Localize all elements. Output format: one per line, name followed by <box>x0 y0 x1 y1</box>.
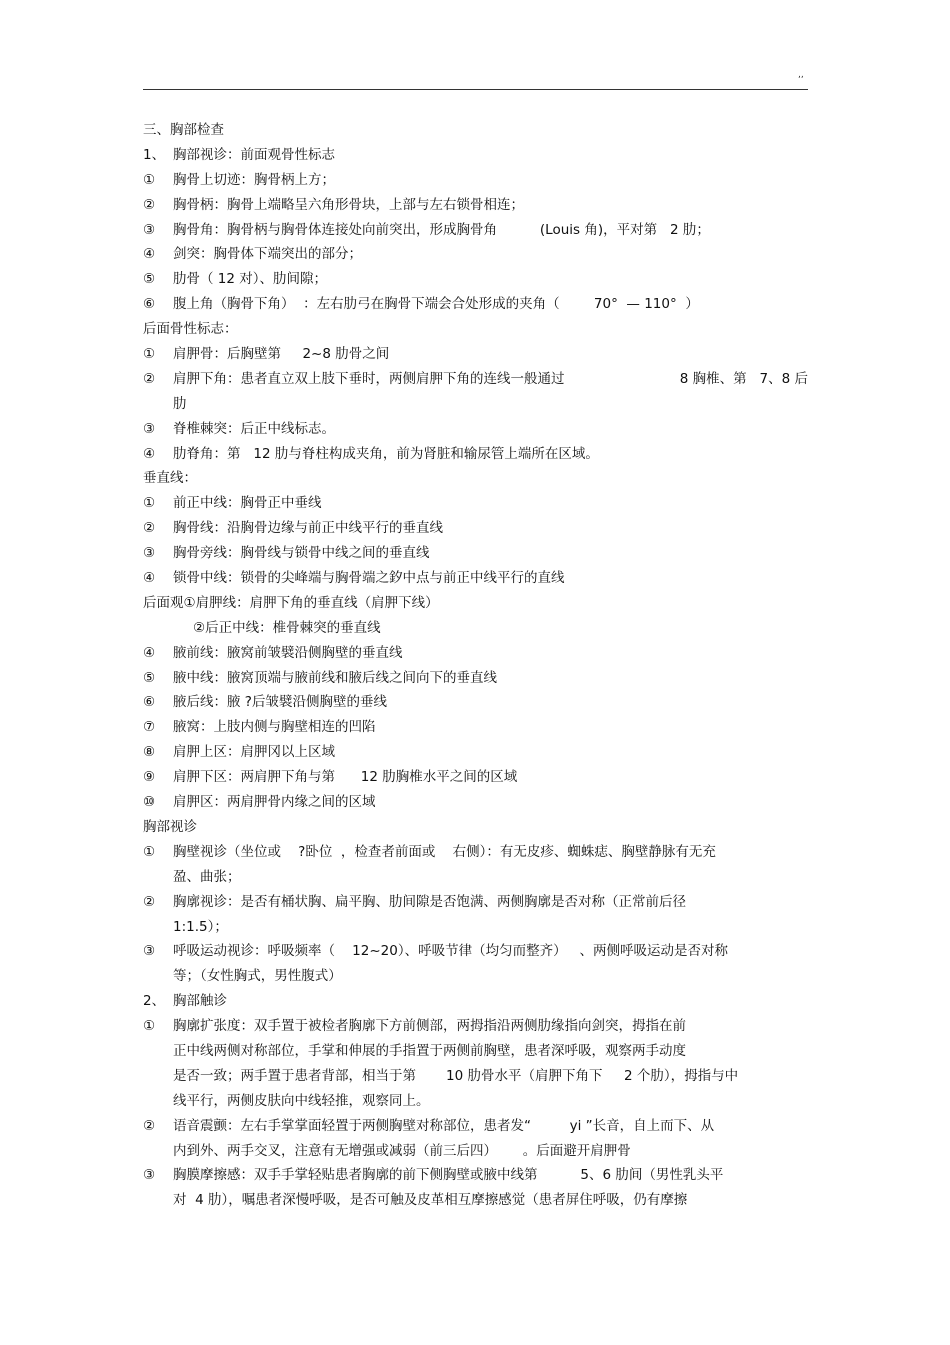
item-continuation: 1:1.5）； <box>173 918 228 935</box>
item-number: ⑤ <box>143 669 156 686</box>
subsection-heading: 胸部视诊 <box>143 818 197 835</box>
list-item <box>143 442 808 467</box>
item-number: ② <box>143 520 156 537</box>
item-continuation: 对 4 肋），嘱患者深慢呼吸，是否可触及皮革相互摩擦感觉（患者屏住呼吸，仍有摩擦 <box>173 1192 688 1209</box>
item-text: 肩胛下区：两肩胛下角与第 12 肋胸椎水平之间的区域 <box>173 769 518 786</box>
item-text: 肩胛区：两肩胛骨内缘之间的区域 <box>173 794 376 811</box>
list-item <box>143 1014 808 1039</box>
item-text: 语音震颤：左右手掌掌面轻置于两侧胸壁对称部位，患者发“ yi ”长音，自上而下、从 <box>173 1117 715 1134</box>
list-item <box>143 715 808 740</box>
header-rule <box>143 89 808 90</box>
item-number: ② <box>143 1117 156 1134</box>
item-number: ② <box>143 893 156 910</box>
list-item <box>143 267 808 292</box>
list-item <box>143 1114 808 1139</box>
item-text: 脊椎棘突：后正中线标志。 <box>173 420 335 437</box>
item-text: 胸膜摩擦感：双手手掌轻贴患者胸廓的前下侧胸壁或腋中线第 5、6 肋间（男性乳头平 <box>173 1167 724 1184</box>
item-number: ④ <box>143 246 156 263</box>
item-text: 胸骨柄：胸骨上端略呈六角形骨块，上部与左右锁骨相连； <box>173 196 524 213</box>
item-text: 肩胛骨：后胸壁第 2~8 肋骨之间 <box>173 346 390 363</box>
item-continuation: 肋 <box>173 395 187 412</box>
list-item <box>143 690 808 715</box>
item-text: 胸廓视诊：是否有桶状胸、扁平胸、肋间隙是否饱满、两侧胸廓是否对称（正常前后径 <box>173 893 686 910</box>
item-number: ③ <box>143 943 156 960</box>
item-text: 肩胛下角：患者直立双上肢下垂时，两侧肩胛下角的连线一般通过 <box>173 370 565 387</box>
list-item <box>143 541 808 566</box>
paragraph-line: ②后正中线：椎骨棘突的垂直线 <box>193 619 381 636</box>
header-mark: ,, <box>798 70 804 80</box>
item-number: ① <box>143 171 156 188</box>
list-item <box>143 516 808 541</box>
item-number: ⑨ <box>143 769 156 786</box>
item-text: 锁骨中线：锁骨的尖峰端与胸骨端之釸中点与前正中线平行的直线 <box>173 570 565 587</box>
item-number: 2、 <box>143 993 166 1010</box>
item-number: ⑤ <box>143 271 156 288</box>
list-item <box>143 765 808 790</box>
list-item <box>143 218 808 243</box>
list-item <box>143 890 808 915</box>
item-text: 肋脊角：第 12 肋与脊柱构成夹角，前为肾脏和输尿管上端所在区域。 <box>173 445 599 462</box>
paragraph-line: 后面观①肩胛线：肩胛下角的垂直线（肩胛下线） <box>143 594 439 611</box>
item-number: ① <box>143 495 156 512</box>
item-number: ④ <box>143 644 156 661</box>
item-text: 呼吸运动视诊：呼吸频率（ 12~20）、呼吸节律（均匀而整齐） 、两侧呼吸运动是否对称 <box>173 943 728 960</box>
list-item <box>143 1163 808 1188</box>
list-item <box>143 566 808 591</box>
item-continuation: 等；（女性胸式，男性腹式） <box>173 968 342 985</box>
item-text: 胸部视诊：前面观骨性标志 <box>173 146 335 163</box>
list-item <box>143 989 808 1014</box>
list-item <box>143 641 808 666</box>
item-continuation: 内到外、两手交叉，注意有无增强或减弱（前三后四） 。后面避开肩胛骨 <box>173 1142 631 1159</box>
list-item <box>143 242 808 267</box>
list-item <box>143 367 808 392</box>
item-text-end: 8 胸椎、第 7、8 后 <box>679 370 808 387</box>
item-text: 腹上角（胸骨下角） ：左右肋弓在胸骨下端会合处形成的夹角（ 70° — 110° ） <box>173 296 699 313</box>
item-text: 前正中线：胸骨正中垂线 <box>173 495 322 512</box>
item-continuation: 线平行，两侧皮肤向中线轻推，观察同上。 <box>173 1092 430 1109</box>
list-item <box>143 292 808 317</box>
list-item <box>143 939 808 964</box>
subsection-heading: 后面骨性标志： <box>143 321 238 338</box>
item-number: ⑥ <box>143 694 156 711</box>
item-number: ① <box>143 1018 156 1035</box>
item-continuation: 盈、曲张； <box>173 868 241 885</box>
item-text: 胸廓扩张度：双手置于被检者胸廓下方前侧部，两拇指沿两侧肋缘指向剑突，拇指在前 <box>173 1018 686 1035</box>
item-number: ④ <box>143 570 156 587</box>
item-text: 腋窝：上肢内侧与胸壁相连的凹陷 <box>173 719 376 736</box>
item-continuation: 是否一致；两手置于患者背部，相当于第 10 肋骨水平（肩胛下角下 2 个肋），拇指与中 <box>173 1067 739 1084</box>
item-text: 胸部触诊 <box>173 993 227 1010</box>
item-text: 胸骨旁线：胸骨线与锁骨中线之间的垂直线 <box>173 545 430 562</box>
item-number: ① <box>143 346 156 363</box>
list-item <box>143 840 808 865</box>
item-number: ④ <box>143 445 156 462</box>
item-text: 肩胛上区：肩胛冈以上区域 <box>173 744 335 761</box>
list-item <box>143 666 808 691</box>
document-body <box>143 118 808 1213</box>
item-text: 肋骨（ 12 对）、肋间隙； <box>173 271 328 288</box>
item-text: 腋中线：腋窝顶端与腋前线和腋后线之间向下的垂直线 <box>173 669 497 686</box>
item-number: ② <box>143 196 156 213</box>
item-continuation: 正中线两侧对称部位，手掌和伸展的手指置于两侧前胸壁，患者深呼吸，观察两手动度 <box>173 1042 686 1059</box>
item-text: 胸骨线：沿胸骨边缘与前正中线平行的垂直线 <box>173 520 443 537</box>
list-item <box>143 342 808 367</box>
item-number: ③ <box>143 420 156 437</box>
list-item <box>143 740 808 765</box>
item-number: ① <box>143 843 156 860</box>
list-item <box>143 193 808 218</box>
item-text: 胸骨上切迹：胸骨柄上方； <box>173 171 335 188</box>
item-text: 腋前线：腋窝前皱襞沿侧胸壁的垂直线 <box>173 644 403 661</box>
list-item <box>143 417 808 442</box>
item-number: ⑧ <box>143 744 156 761</box>
item-number: ⑥ <box>143 296 156 313</box>
subsection-heading: 垂直线： <box>143 470 197 487</box>
item-number: ③ <box>143 1167 156 1184</box>
item-text: 胸骨角：胸骨柄与胸骨体连接处向前突出，形成胸骨角 (Louis 角)，平对第 2 肋； <box>173 221 710 238</box>
item-number: ⑦ <box>143 719 156 736</box>
list-item <box>143 143 808 168</box>
list-item <box>143 790 808 815</box>
item-number: ③ <box>143 545 156 562</box>
section-heading: 三、胸部检查 <box>143 122 224 138</box>
list-item <box>143 491 808 516</box>
list-item <box>143 168 808 193</box>
item-number: ② <box>143 370 156 387</box>
item-number: ③ <box>143 221 156 238</box>
item-number: 1、 <box>143 146 166 163</box>
item-text: 腋后线：腋 ?后皱襞沿侧胸壁的垂线 <box>173 694 387 711</box>
item-text: 胸壁视诊（坐位或 ?卧位 ，检查者前面或 右侧）：有无皮疹、蜘蛛痣、胸壁静脉有无充 <box>173 843 716 860</box>
item-number: ⑩ <box>143 794 156 811</box>
item-text: 剑突：胸骨体下端突出的部分； <box>173 246 362 263</box>
